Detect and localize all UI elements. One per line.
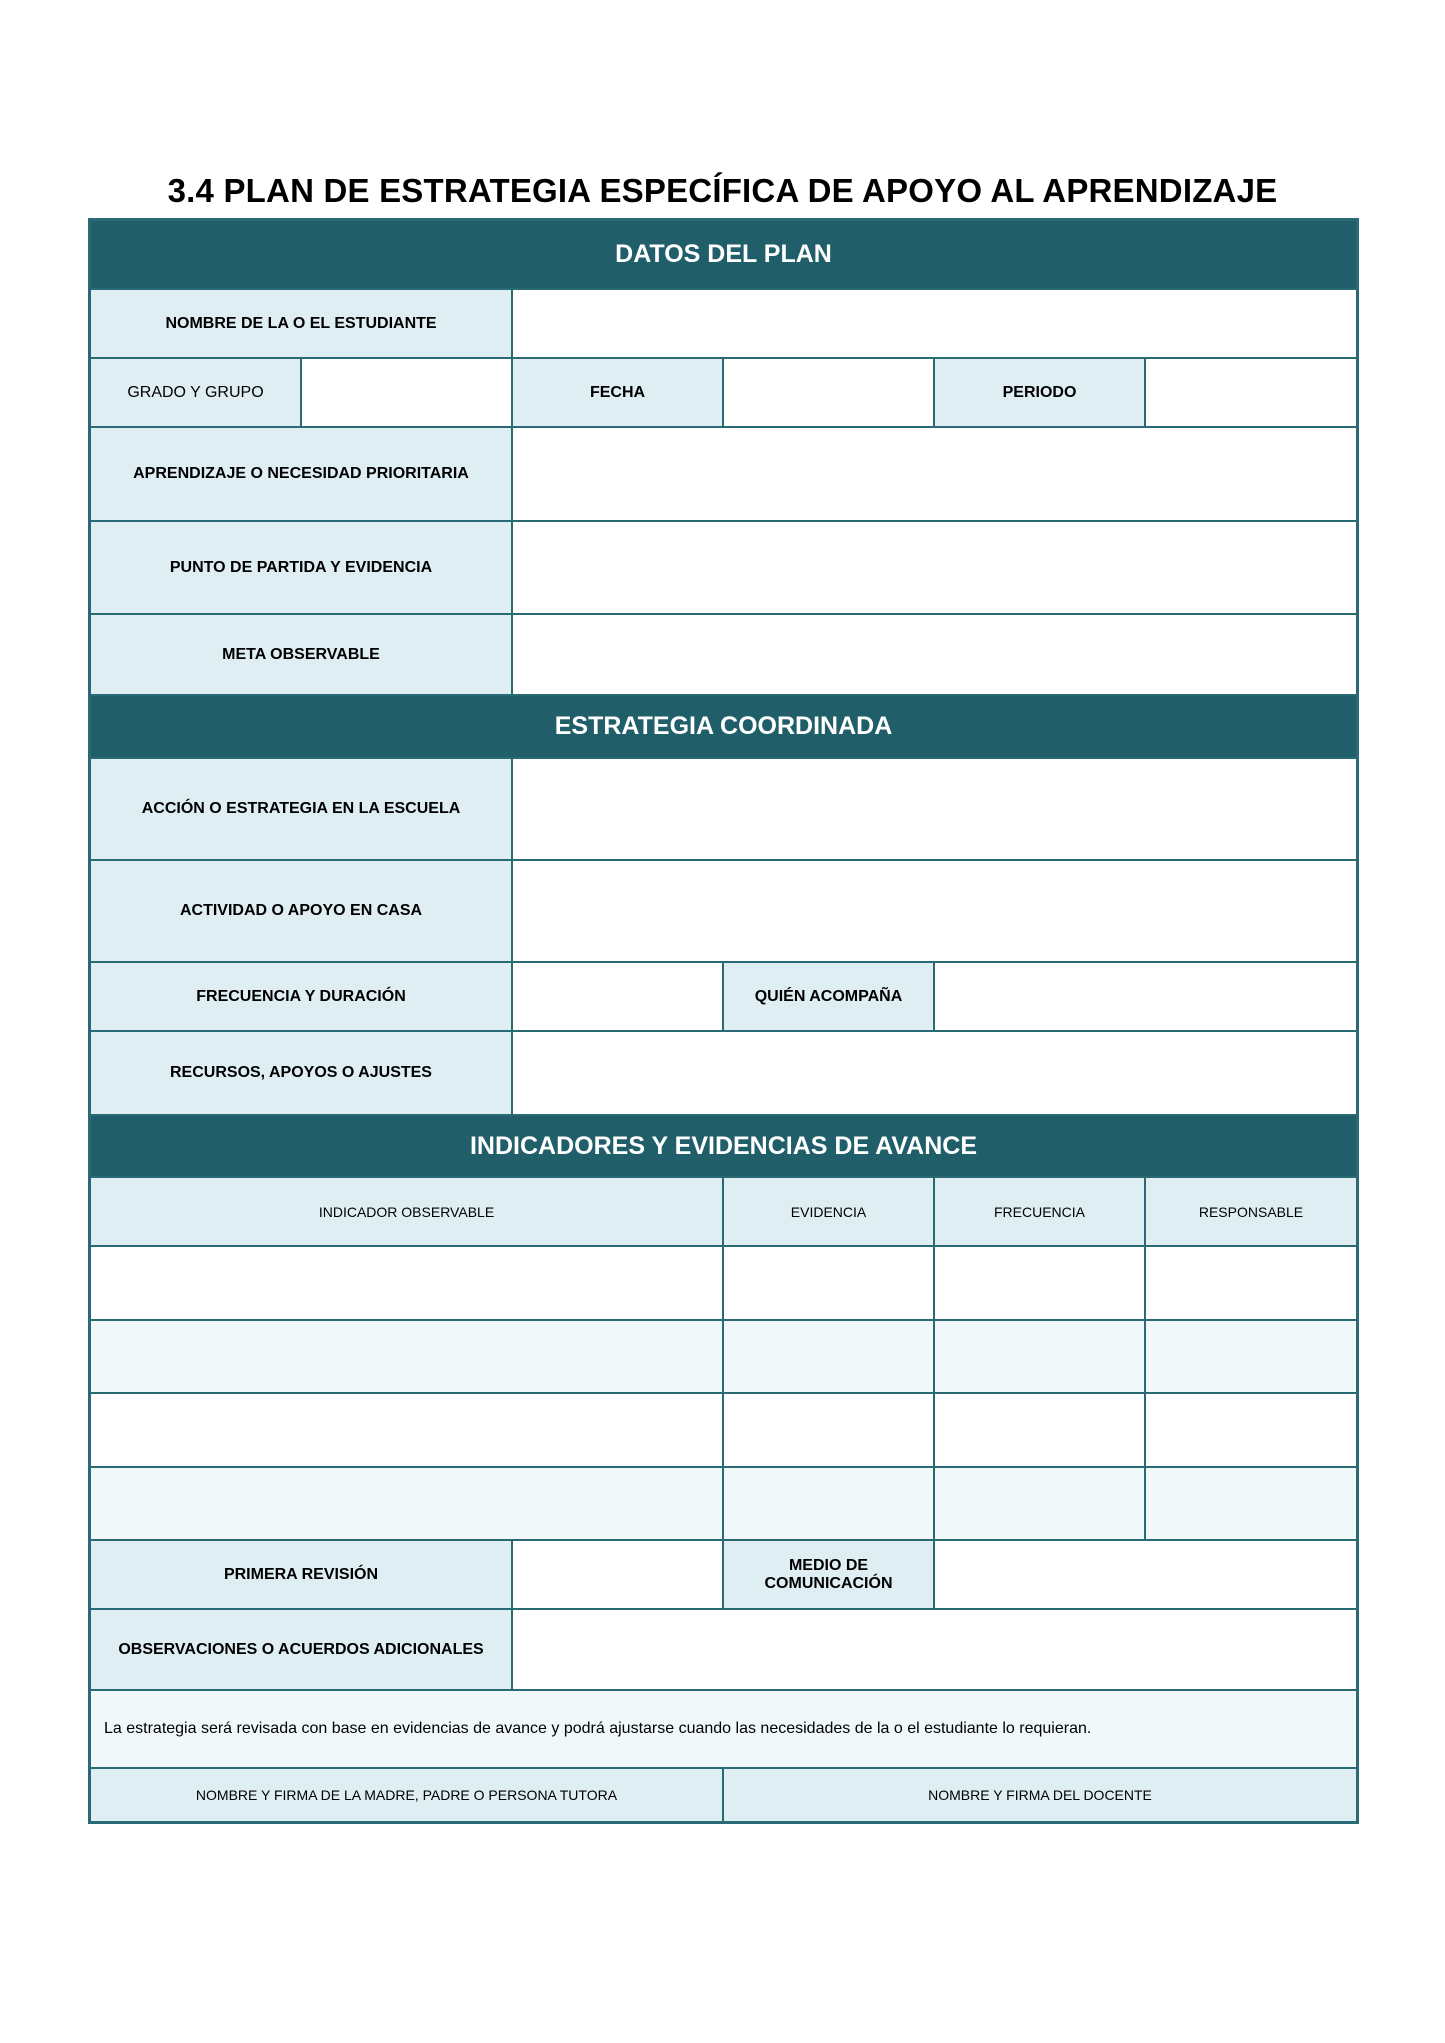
label-grado-grupo: GRADO Y GRUPO	[91, 359, 302, 428]
field-frecuencia-duracion[interactable]	[513, 963, 724, 1032]
table-cell-evidencia[interactable]	[724, 1321, 935, 1394]
table-cell-responsable[interactable]	[1146, 1321, 1356, 1394]
table-cell-frecuencia[interactable]	[935, 1468, 1146, 1541]
label-aprendizaje-prioritario: APRENDIZAJE O NECESIDAD PRIORITARIA	[91, 428, 513, 522]
table-cell-frecuencia[interactable]	[935, 1321, 1146, 1394]
label-meta-observable: META OBSERVABLE	[91, 615, 513, 696]
field-nombre-estudiante[interactable]	[513, 290, 1356, 359]
field-recursos-apoyos[interactable]	[513, 1032, 1356, 1116]
label-nombre-estudiante: NOMBRE DE LA O EL ESTUDIANTE	[91, 290, 513, 359]
label-medio-comunicacion: MEDIO DE COMUNICACIÓN	[724, 1541, 935, 1610]
table-cell-indicador[interactable]	[91, 1247, 724, 1321]
table-cell-responsable[interactable]	[1146, 1394, 1356, 1468]
field-grado-grupo[interactable]	[302, 359, 513, 428]
label-frecuencia-duracion: FRECUENCIA Y DURACIÓN	[91, 963, 513, 1032]
field-accion-escuela[interactable]	[513, 759, 1356, 861]
signature-tutor[interactable]: NOMBRE Y FIRMA DE LA MADRE, PADRE O PERSONA TUTORA	[91, 1769, 724, 1821]
table-cell-indicador[interactable]	[91, 1321, 724, 1394]
table-cell-responsable[interactable]	[1146, 1247, 1356, 1321]
column-header-evidencia: EVIDENCIA	[724, 1178, 935, 1247]
section-header-estrategia: ESTRATEGIA COORDINADA	[91, 696, 1356, 759]
section-header-datos: DATOS DEL PLAN	[91, 221, 1356, 290]
revision-note: La estrategia será revisada con base en evidencias de avance y podrá ajustarse cuando las necesidades de la o el estudiante lo requieran.	[91, 1691, 1356, 1769]
section-header-indicadores: INDICADORES Y EVIDENCIAS DE AVANCE	[91, 1116, 1356, 1178]
table-cell-evidencia[interactable]	[724, 1468, 935, 1541]
field-periodo[interactable]	[1146, 359, 1356, 428]
label-quien-acompana: QUIÉN ACOMPAÑA	[724, 963, 935, 1032]
field-fecha[interactable]	[724, 359, 935, 428]
label-punto-partida: PUNTO DE PARTIDA Y EVIDENCIA	[91, 522, 513, 615]
column-header-indicador: INDICADOR OBSERVABLE	[91, 1178, 724, 1247]
table-cell-frecuencia[interactable]	[935, 1247, 1146, 1321]
table-cell-indicador[interactable]	[91, 1468, 724, 1541]
table-cell-indicador[interactable]	[91, 1394, 724, 1468]
field-actividad-casa[interactable]	[513, 861, 1356, 963]
label-actividad-casa: ACTIVIDAD O APOYO EN CASA	[91, 861, 513, 963]
label-accion-escuela: ACCIÓN O ESTRATEGIA EN LA ESCUELA	[91, 759, 513, 861]
page-title: 3.4 PLAN DE ESTRATEGIA ESPECÍFICA DE APOYO AL APRENDIZAJE	[167, 172, 1278, 209]
column-header-responsable: RESPONSABLE	[1146, 1178, 1356, 1247]
label-recursos-apoyos: RECURSOS, APOYOS O AJUSTES	[91, 1032, 513, 1116]
field-meta-observable[interactable]	[513, 615, 1356, 696]
field-punto-partida[interactable]	[513, 522, 1356, 615]
field-quien-acompana[interactable]	[935, 963, 1356, 1032]
label-primera-revision: PRIMERA REVISIÓN	[91, 1541, 513, 1610]
field-aprendizaje-prioritario[interactable]	[513, 428, 1356, 522]
field-observaciones[interactable]	[513, 1610, 1356, 1691]
table-cell-responsable[interactable]	[1146, 1468, 1356, 1541]
plan-form	[88, 218, 1359, 1824]
table-cell-evidencia[interactable]	[724, 1394, 935, 1468]
label-observaciones: OBSERVACIONES O ACUERDOS ADICIONALES	[91, 1610, 513, 1691]
field-medio-comunicacion[interactable]	[935, 1541, 1356, 1610]
table-cell-frecuencia[interactable]	[935, 1394, 1146, 1468]
signature-docente[interactable]: NOMBRE Y FIRMA DEL DOCENTE	[724, 1769, 1356, 1821]
field-primera-revision[interactable]	[513, 1541, 724, 1610]
label-fecha: FECHA	[513, 359, 724, 428]
label-periodo: PERIODO	[935, 359, 1146, 428]
column-header-frecuencia: FRECUENCIA	[935, 1178, 1146, 1247]
table-cell-evidencia[interactable]	[724, 1247, 935, 1321]
